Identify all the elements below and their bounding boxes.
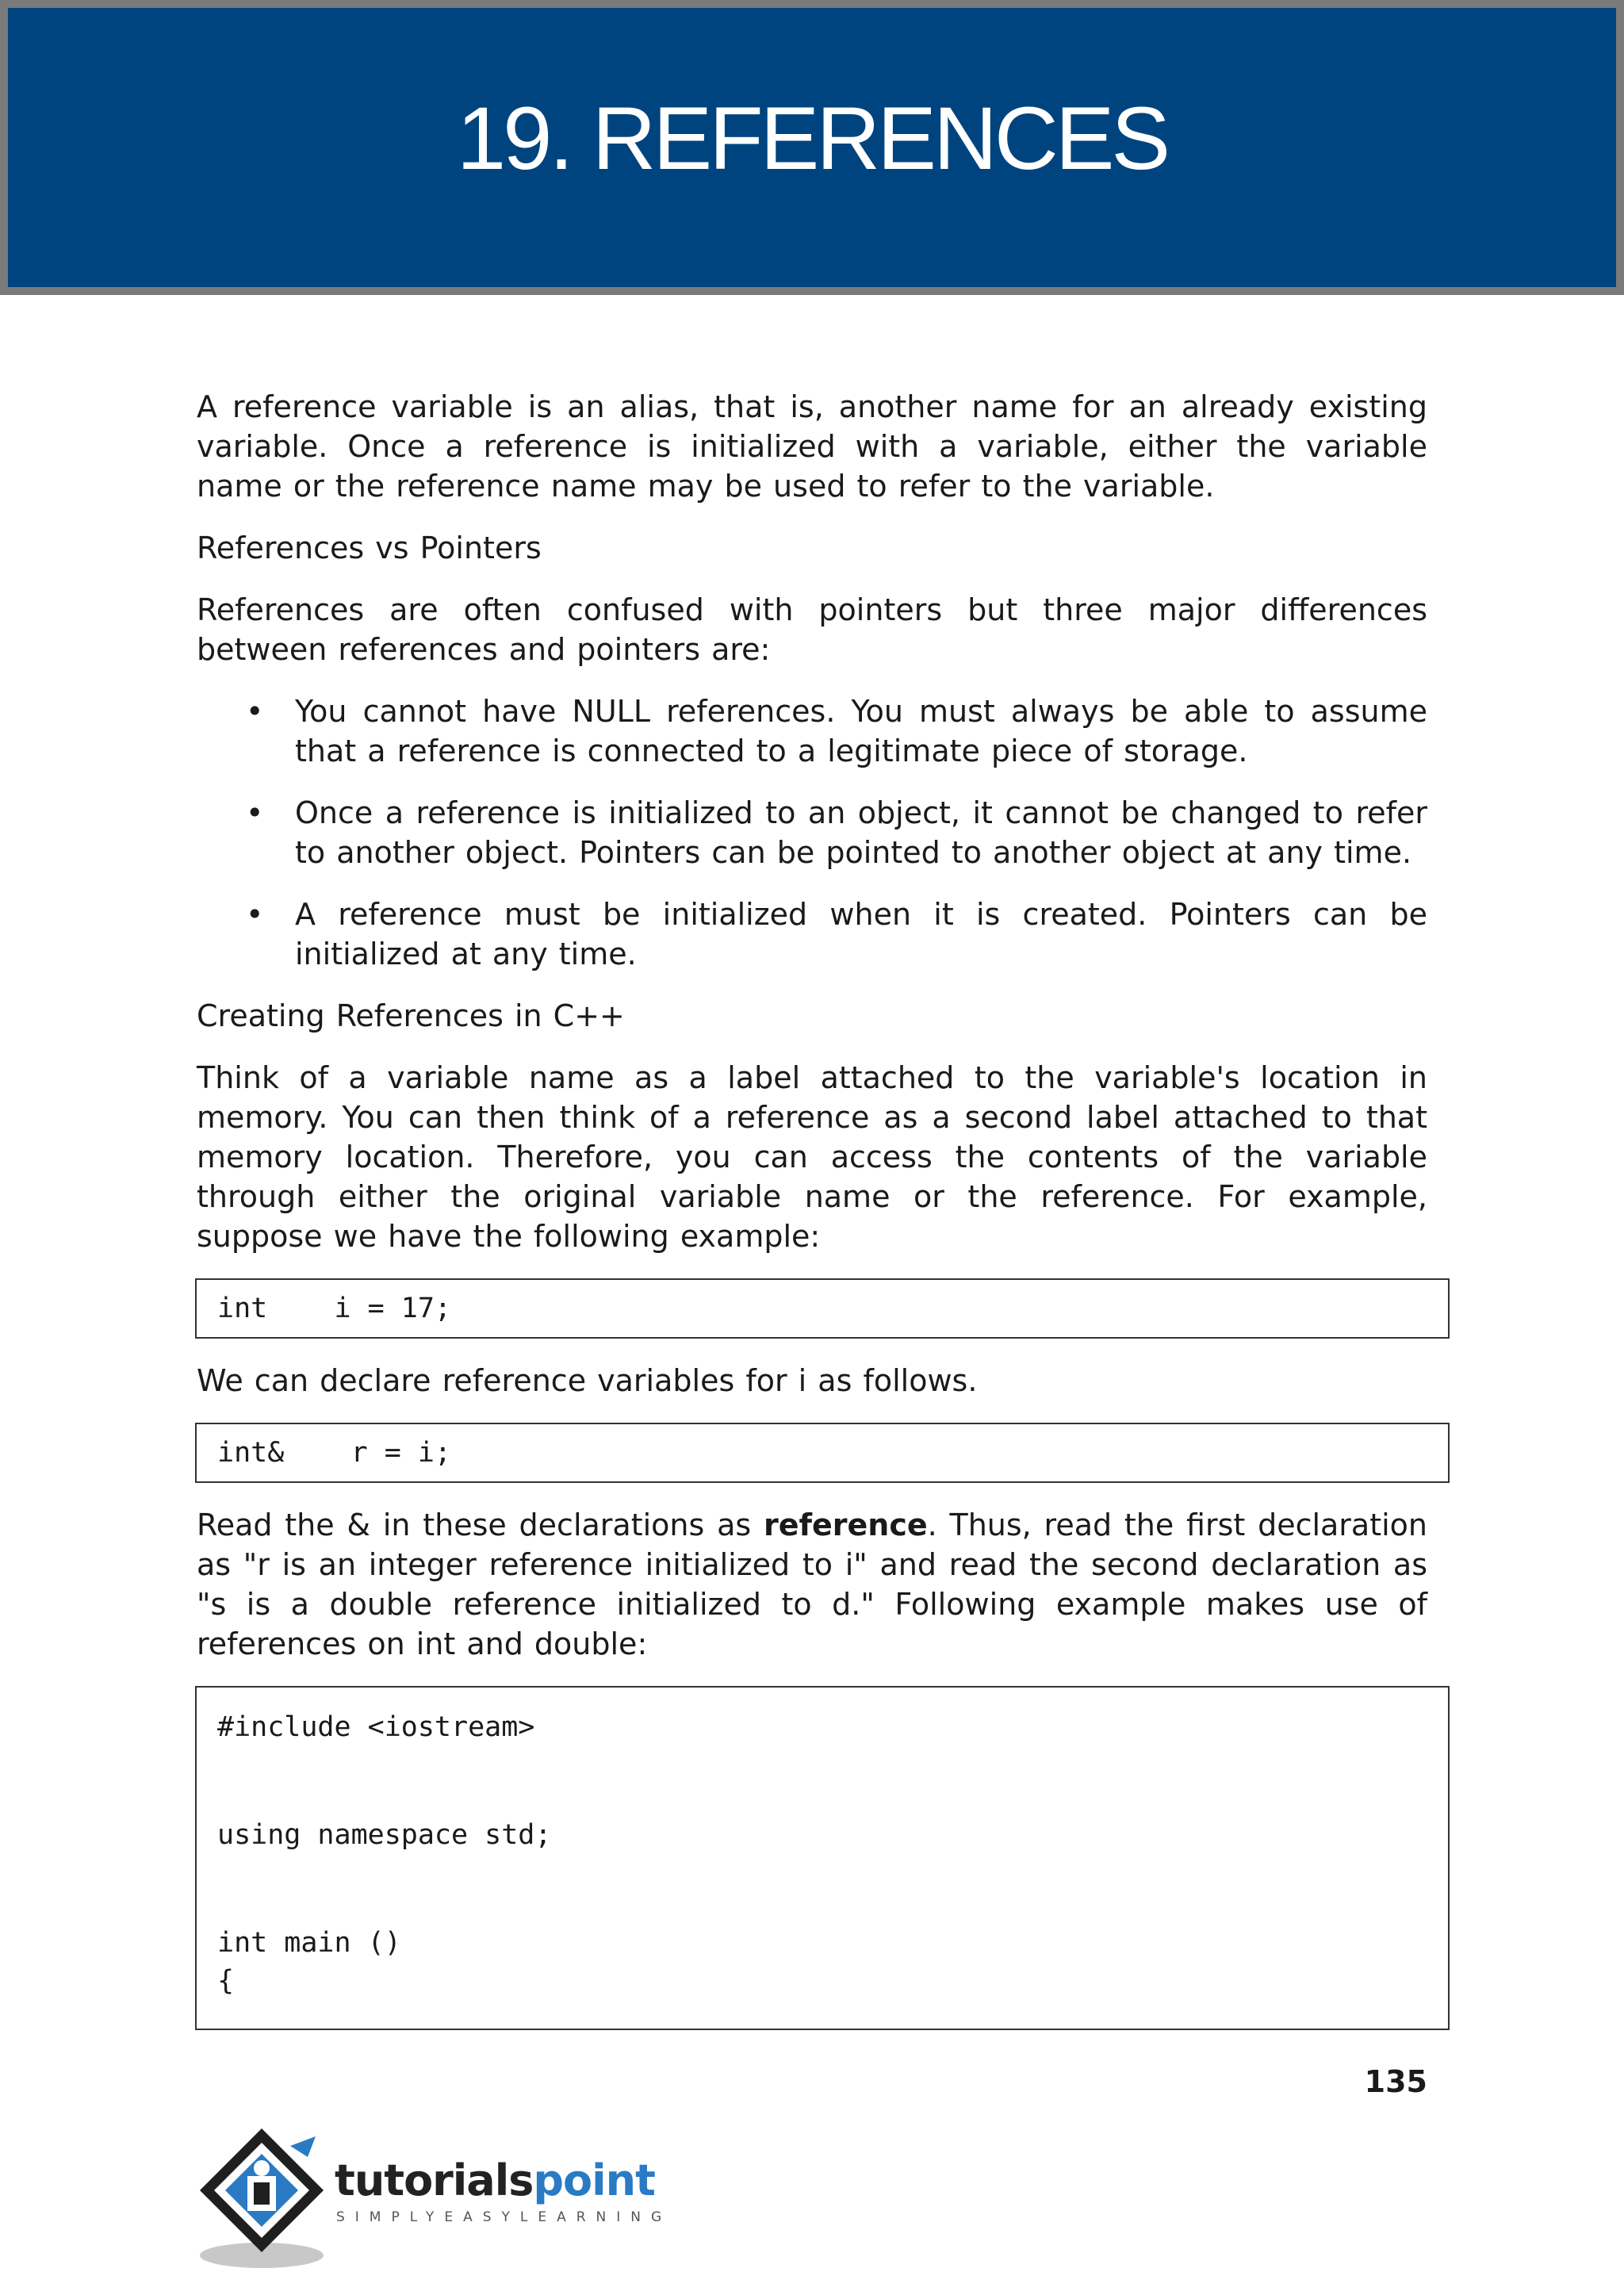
list-item <box>197 895 1427 974</box>
section-heading-creating-references: Creating References in C++ <box>197 998 625 1033</box>
logo-tagline: SIMPLYEASYLEARNING <box>336 2209 672 2225</box>
declare-reference-paragraph: We can declare reference variables for i as follows. <box>197 1363 978 1398</box>
chapter-title: 19. REFERENCES <box>456 89 1168 188</box>
list-item <box>197 692 1427 771</box>
tutorialspoint-logo <box>197 2122 688 2273</box>
bullet-icon: • <box>246 694 264 729</box>
code-line: using namespace std; <box>217 1819 552 1851</box>
code-block-example-program <box>195 1686 1450 2030</box>
code-line: int& r = i; <box>217 1437 452 1469</box>
logo-wordmark-part1: tutorials <box>335 2155 534 2205</box>
code-line: #include <iostream> <box>217 1711 535 1743</box>
logo-wordmark-part2: point <box>533 2155 655 2205</box>
read-ampersand-paragraph <box>197 1505 1427 1664</box>
list-item-text: Once a reference is initialized to an object, it cannot be changed to refer to another object. Pointers can be pointed to another object at any time. <box>295 795 1427 870</box>
page-number: 135 <box>1364 2064 1427 2099</box>
read-para-bold-term: reference <box>763 1508 928 1542</box>
logo-diamond-icon <box>197 2122 333 2273</box>
code-line: { <box>217 1965 235 1997</box>
bullet-icon: • <box>246 795 264 830</box>
bullet-icon: • <box>246 897 264 932</box>
section-heading-references-vs-pointers: References vs Pointers <box>197 531 542 565</box>
chapter-header-banner <box>0 0 1624 295</box>
code-line: int i = 17; <box>217 1293 452 1324</box>
intro-paragraph: A reference variable is an alias, that is, another name for an already existing variable. Once a reference is initialized with a variable, either the variable name or the reference name may be used to refer to the variable. <box>197 389 1427 504</box>
code-block-reference-declaration <box>195 1423 1450 1483</box>
logo-wordmark <box>335 2157 655 2205</box>
code-line: int main () <box>217 1927 401 1959</box>
read-para-text-after: . Thus, read the first declaration as "r is an integer reference initialized to i" and read the second declaration as "s is a double reference initialized to d." Following example makes use of references on int and double: <box>197 1508 1428 1661</box>
list-item <box>197 793 1427 872</box>
label-analogy-paragraph: Think of a variable name as a label attached to the variable's location in memory. You can then think of a reference as a second label attached to that memory location. Therefore, you can access the contents of the variable through either the original variable name or the reference. For example, suppose we have the following example: <box>197 1060 1427 1254</box>
list-item-text: You cannot have NULL references. You must always be able to assume that a reference is connected to a legitimate piece of storage. <box>295 694 1427 768</box>
page-content <box>197 387 1427 2052</box>
code-block-int-declaration <box>195 1278 1450 1339</box>
differences-list <box>197 692 1427 974</box>
differences-intro-paragraph: References are often confused with pointers but three major differences between references and pointers are: <box>197 592 1427 667</box>
list-item-text: A reference must be initialized when it is created. Pointers can be initialized at any time. <box>295 897 1427 971</box>
read-para-text-before: Read the & in these declarations as <box>197 1508 764 1542</box>
